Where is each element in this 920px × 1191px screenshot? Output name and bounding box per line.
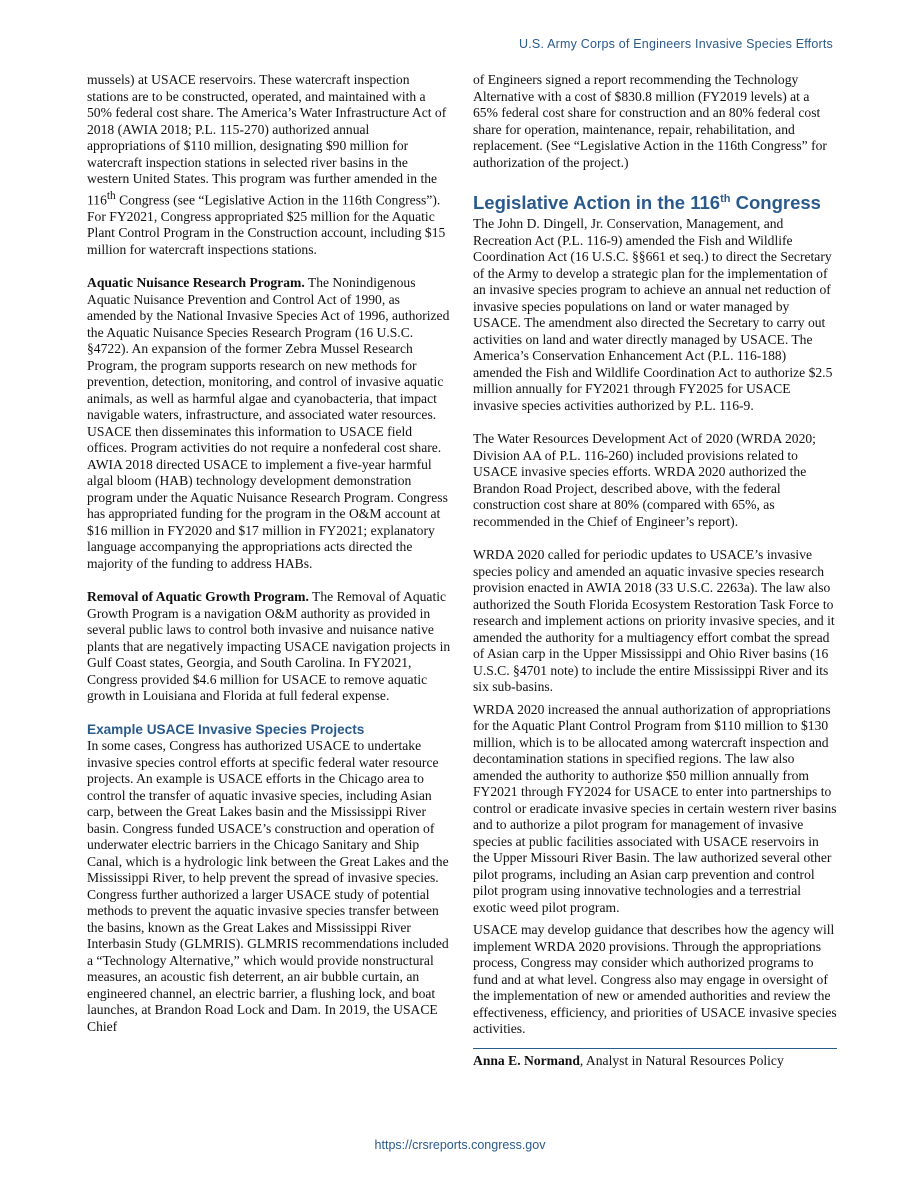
subheading-example-projects: Example USACE Invasive Species Projects — [87, 721, 365, 737]
lead-removal-aquatic-growth: Removal of Aquatic Growth Program. — [87, 589, 309, 605]
running-header: U.S. Army Corps of Engineers Invasive Species Efforts — [519, 37, 833, 51]
paragraph-watercraft: mussels) at USACE reservoirs. These watercraft inspection stations are to be constructed, operated, and maintained with a 50% federal cost share. The America’s Water Infrastructure Act of 2018 (AWIA 2018; P.L. 115-270) authorized annual appropriations of $110 million, designating $90 million for watercraft inspection stations in selected river basins in the western United States. This program was further amended in the 116th Congress (see “Legislative Action in the 116th Congress”). For FY2021, Congress appropriated $25 million for the Aquatic Plant Control Program in the Construction account, including $15 million for watercraft inspections stations. — [87, 72, 447, 257]
author-name: Anna E. Normand — [473, 1052, 580, 1068]
paragraph-dingell-act: The John D. Dingell, Jr. Conservation, Management, and Recreation Act (P.L. 116-9) amended the Fish and Wildlife Coordination Act (16 U.S.C. §§661 et seq.) to direct the Secretary of the Army to develop a strategic plan for the implementation of an invasive species program to achieve an annual net reduction of invasive species populations on land or water managed by USACE. The amendment also directed the Secretary to carry out activities on land and water directly managed by USACE. The America’s Conservation Enhancement Act (P.L. 116-188) amended the Fish and Wildlife Coordination Act to authorize $2.5 million annually for FY2021 through FY2025 for USACE invasive species activities authorized by P.L. 116-9. — [473, 216, 833, 413]
author-title: , Analyst in Natural Resources Policy — [579, 1052, 784, 1068]
paragraph-wrda-appropriations: WRDA 2020 increased the annual authorization of appropriations for the Aquatic Plant Control Program from $110 million to $130 million, which is to be allocated among watercraft inspection and decontamination stations in specified regions. The law also amended the authority to authorize $50 million annually from FY2021 through FY2024 for USACE to enter into partnerships to control or eradicate invasive species in certain western river basins and to authorize a pilot program for management of invasive species at public facilities associated with USACE reservoirs in the Upper Missouri River Basin. The law authorized several other pilot programs, including an Asian carp prevention and control pilot program using innovative technologies and a terrestrial exotic weed pilot program. — [473, 701, 837, 915]
paragraph-example-projects: In some cases, Congress has authorized USACE to undertake invasive species control efforts at specific federal water resource projects. An example is USACE efforts in the Chicago area to control the transfer of aquatic invasive species, including Asian carp, between the Great Lakes basin and the Mississippi River basin. Congress funded USACE’s construction and operation of underwater electric barriers in the Chicago Sanitary and Ship Canal, which is a hydrologic link between the Great Lakes and the Mississippi River, to help prevent the spread of invasive species. Congress further authorized a larger USACE study of potential methods to prevent the aquatic invasive species transfer between the basins, known as the Great Lakes and Mississippi River Interbasin Study (GLMRIS). GLMRIS recommendations included a “Technology Alternative,” which would provide nonstructural measures, an acoustic fish deterrent, an air bubble curtain, an engineered channel, an electric barrier, a flushing lock, and boat launches, at Brandon Road Lock and Dam. In 2019, the USACE Chief — [87, 738, 449, 1034]
paragraph-usace-guidance: USACE may develop guidance that describes how the agency will implement WRDA 2020 provisions. Through the appropriations process, Congress may consider which authorized programs to fund and at what level. Congress also may engage in oversight of the implementation of new or amended authorities and review the effectiveness, efficiency, and priorities of USACE invasive species activities. — [473, 922, 837, 1037]
paragraph-removal-aquatic-growth: Removal of Aquatic Growth Program. The Removal of Aquatic Growth Program is a navigation O&M authority as provided in several public laws to control both invasive and nuisance native plants that are negatively impacting USACE navigation projects in Gulf Coast states, Georgia, and South Carolina. In FY2021, Congress provided $4.6 million for USACE to remove aquatic growth in Louisiana and Florida at full federal expense. — [87, 589, 451, 704]
paragraph-wrda-2020: The Water Resources Development Act of 2020 (WRDA 2020; Division AA of P.L. 116-260) included provisions related to USACE invasive species efforts. WRDA 2020 authorized the Brandon Road Project, described above, with the federal construction cost share at 80% (compared with 65%, as recommended in the Chief of Engineer’s report). — [473, 431, 816, 529]
heading-legislative-action: Legislative Action in the 116th Congress — [473, 192, 821, 214]
left-column — [87, 72, 451, 1052]
paragraph-chief-report: of Engineers signed a report recommending the Technology Alternative with a cost of $830.8 million (FY2019 levels) at a 65% federal cost share for construction and an 80% federal cost share for operation, maintenance, repair, rehabilitation, and replacement. (See “Legislative Action in the 116th Congress” for authorization of the project.) — [473, 72, 827, 170]
paragraph-wrda-updates: WRDA 2020 called for periodic updates to USACE’s invasive species policy and amended an aquatic invasive species research provision enacted in AWIA 2018 (33 U.S.C. 2263a). The law also authorized the South Florida Ecosystem Restoration Task Force to research and implement actions on priority invasive species, and it amended the authority for a multiagency effort combat the spread of Asian carp in the Upper Mississippi and Ohio River basins (16 U.S.C. §4701 note) to include the entire Mississippi River and its six sub-basins. — [473, 547, 835, 695]
right-column — [473, 72, 837, 1069]
author-block — [473, 1048, 837, 1070]
lead-aquatic-nuisance: Aquatic Nuisance Research Program. — [87, 275, 305, 291]
paragraph-aquatic-nuisance: Aquatic Nuisance Research Program. The Nonindigenous Aquatic Nuisance Prevention and Control Act of 1990, as amended by the National Invasive Species Act of 1996, authorized the Aquatic Nuisance Species Research Program (16 U.S.C. §4722). An expansion of the former Zebra Mussel Research Program, the program supports research on new methods for prevention, detection, monitoring, and control of invasive aquatic animals, as well as harmful algae and cyanobacteria, that impact navigable waters, infrastructure, and associated water resources. USACE then disseminates this information to USACE field offices. Program activities do not require a nonfederal cost share. AWIA 2018 directed USACE to implement a five-year harmful algal bloom (HAB) technology development demonstration program under the Aquatic Nuisance Research Program. Congress has appropriated funding for the program in the O&M account at $16 million in FY2020 and $17 million in FY2021; explanatory language accompanying the appropriations acts directed the majority of the funding to address HABs. — [87, 275, 450, 571]
footer-link[interactable]: https://crsreports.congress.gov — [374, 1138, 546, 1152]
